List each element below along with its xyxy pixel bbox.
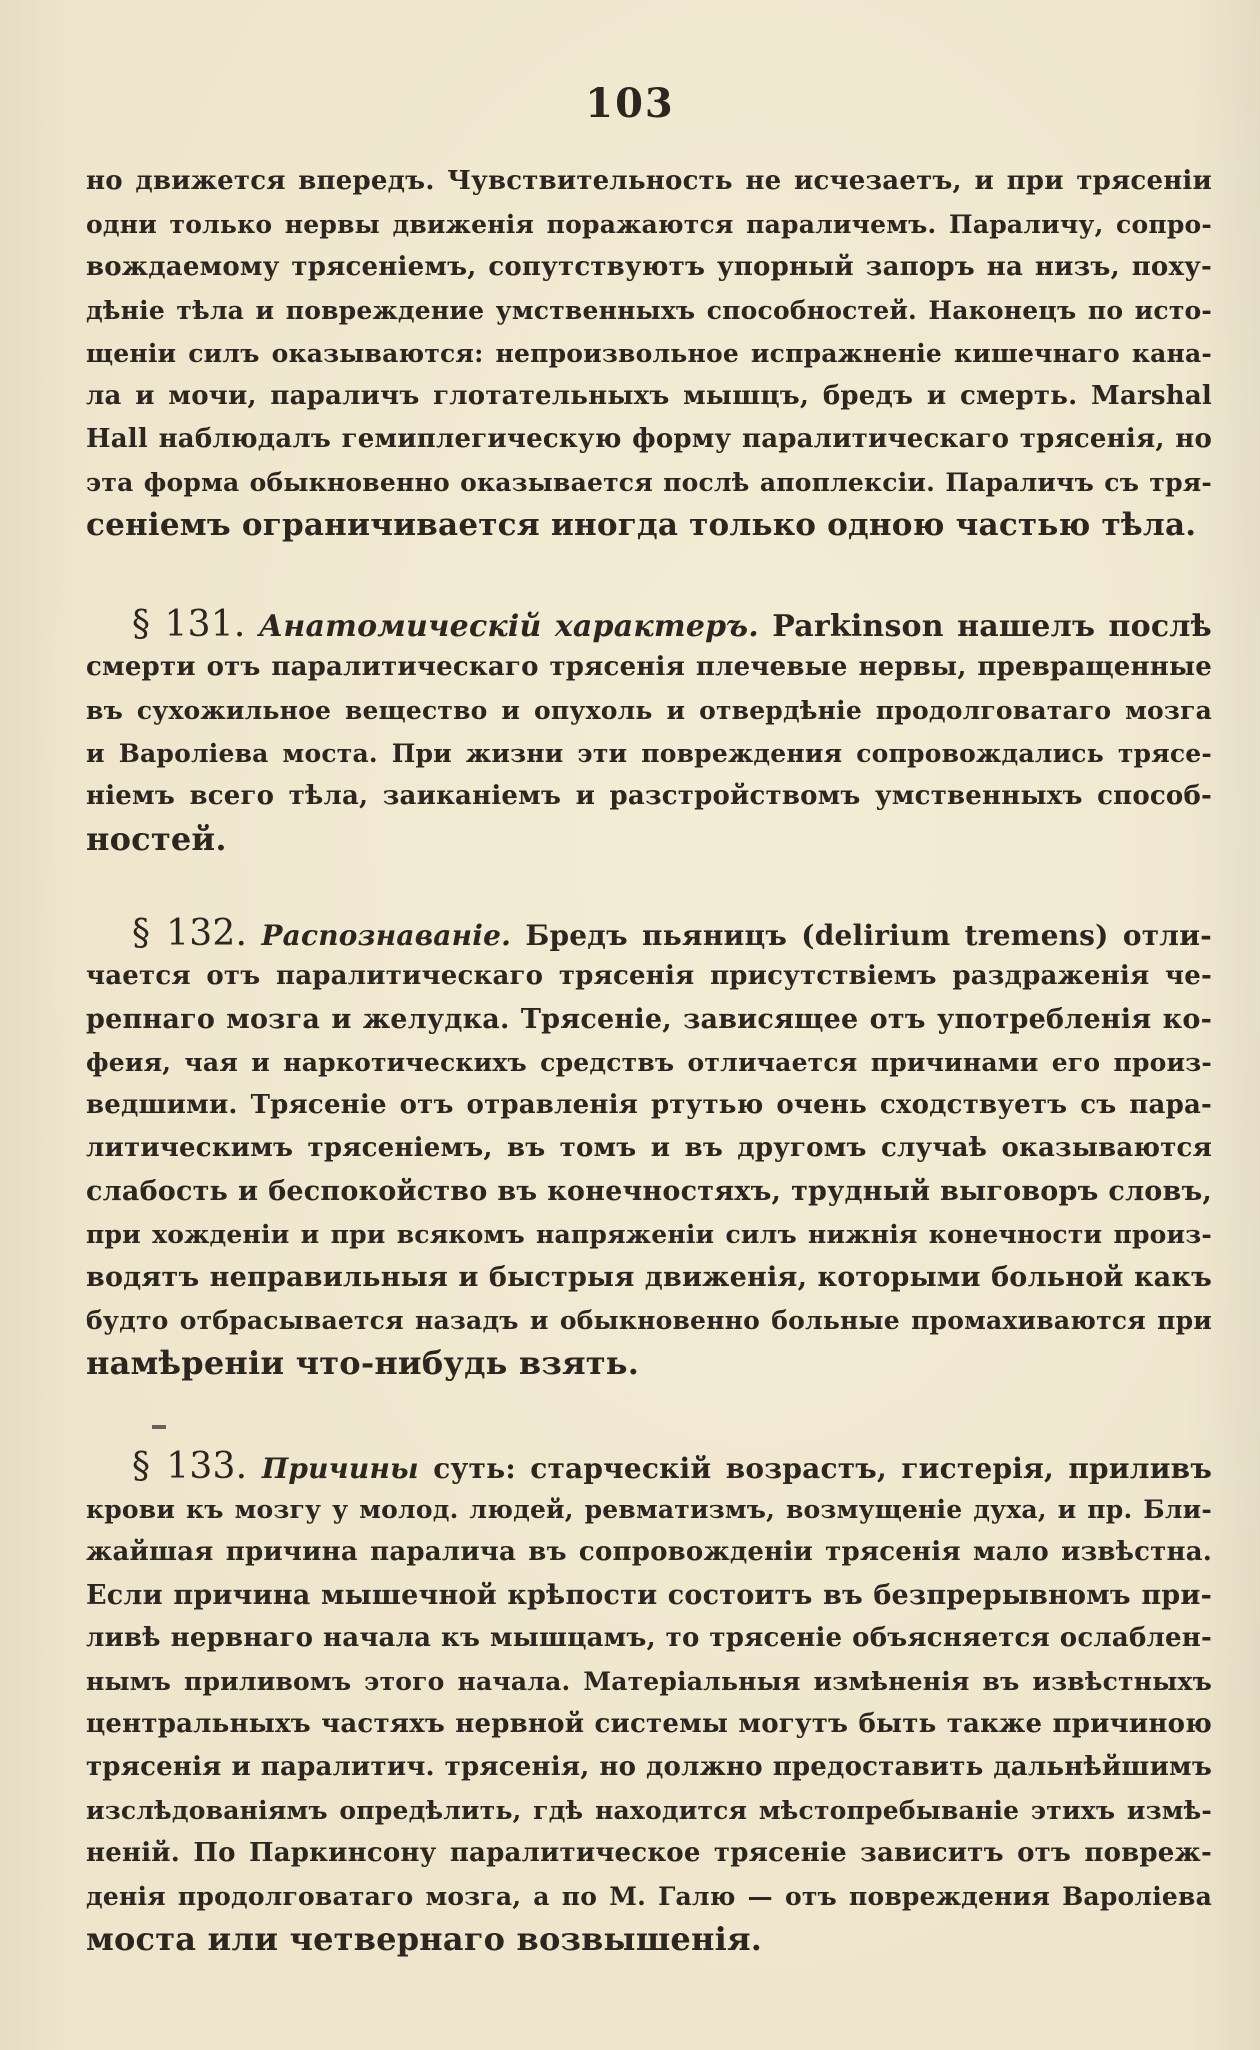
- text-line: ніемъ всего тѣла, заиканіемъ и разстройствомъ умственныхъ способ-: [86, 781, 1212, 811]
- section-first-line: [86, 1445, 1212, 1488]
- text-line: трясенія и паралитич. трясенія, но должно предоставить дальнѣйшимъ: [86, 1752, 1212, 1782]
- section-number: § 133.: [132, 1446, 248, 1487]
- text-line: щеніи силъ оказываются: непроизвольное испражненіе кишечнаго кана-: [86, 339, 1212, 368]
- text-line: неній. По Паркинсону паралитическое трясеніе зависитъ отъ повреж-: [86, 1838, 1212, 1868]
- section-heading: Анатомическій характеръ.: [258, 609, 759, 644]
- text-line: сеніемъ ограничивается иногда только одною частью тѣла.: [86, 507, 1197, 543]
- section-heading: Причины: [261, 1452, 419, 1485]
- text-line: ливѣ нервнаго начала къ мышцамъ, то трясеніе объясняется ослаблен-: [86, 1623, 1212, 1653]
- text-line: въ сухожильное вещество и опухоль и отвердѣніе продолговатаго мозга: [86, 696, 1212, 725]
- text-line: но движется впередъ. Чувствительность не исчезаетъ, и при трясеніи: [86, 166, 1212, 196]
- text-line: будто отбрасывается назадъ и обыкновенно больные промахиваются при: [86, 1306, 1212, 1335]
- text-line: водятъ неправильныя и быстрыя движенія, которыми больной какъ: [86, 1262, 1212, 1293]
- text-line: литическимъ трясеніемъ, въ томъ и въ другомъ случаѣ оказываются: [86, 1133, 1212, 1163]
- text-line: Hall наблюдалъ гемиплегическую форму паралитическаго трясенія, но: [86, 424, 1212, 454]
- text-line: намѣреніи что-нибудь взять.: [86, 1344, 640, 1382]
- text-span: Бредъ пьяницъ (delirium tremens) отли-: [525, 919, 1212, 952]
- section-first-line: [86, 603, 1212, 646]
- text-line: при хожденіи и при всякомъ напряженіи силъ нижнія конечности произ-: [86, 1220, 1212, 1249]
- text-line: дѣніе тѣла и повреждение умственныхъ способностей. Наконецъ по исто-: [86, 296, 1212, 325]
- text-line: эта форма обыкновенно оказывается послѣ апоплексіи. Параличъ съ тря-: [86, 468, 1212, 497]
- section-133: [86, 1445, 1212, 1961]
- text-line: моста или четвернаго возвышенія.: [86, 1920, 763, 1958]
- text-line: и Вароліева моста. При жизни эти повреждения сопровождались трясе-: [86, 739, 1212, 768]
- section-number: § 131.: [132, 604, 246, 645]
- text-line: нымъ приливомъ этого начала. Матеріальныя измѣненія въ извѣстныхъ: [86, 1667, 1212, 1696]
- text-line: жайшая причина паралича въ сопровожденіи трясенія мало извѣстна.: [86, 1537, 1212, 1567]
- text-line: чается отъ паралитическаго трясенія присутствіемъ раздраженія че-: [86, 961, 1212, 991]
- section-heading: Распознаваніе.: [261, 919, 512, 952]
- text-line: ностей.: [86, 820, 227, 858]
- page-number: 103: [585, 80, 675, 127]
- text-line: ла и мочи, параличъ глотательныхъ мышцъ, бредъ и смерть. Marshal: [86, 381, 1212, 411]
- section-number: § 132.: [132, 913, 248, 954]
- text-line: денія продолговатаго мозга, а по М. Галю — отъ повреждения Вароліева: [86, 1882, 1212, 1911]
- section-132: [86, 912, 1212, 1385]
- ink-mark: [152, 1425, 166, 1429]
- text-line: феия, чая и наркотическихъ средствъ отличается причинами его произ-: [86, 1048, 1212, 1077]
- text-line: одни только нервы движенія поражаются параличемъ. Параличу, сопро-: [86, 210, 1212, 239]
- text-line: репнаго мозга и желудка. Трясеніе, зависящее отъ употребленія ко-: [86, 1004, 1212, 1035]
- text-line: слабость и беспокойство въ конечностяхъ, трудный выговоръ словъ,: [86, 1176, 1212, 1207]
- text-line: смерти отъ паралитическаго трясенія плечевые нервы, превращенные: [86, 652, 1212, 682]
- text-line: центральныхъ частяхъ нервной системы могутъ быть также причиною: [86, 1709, 1212, 1739]
- text-line: изслѣдованіямъ опредѣлить, гдѣ находится мѣстопребываніе этихъ измѣ-: [86, 1796, 1212, 1825]
- section-first-line: [86, 912, 1212, 955]
- section-131: [86, 603, 1212, 861]
- text-line: ведшими. Трясеніе отъ отравленія ртутью очень сходствуетъ съ пара-: [86, 1090, 1212, 1120]
- paragraph-continuation: [86, 160, 1212, 547]
- text-span: суть: старческій возрастъ, гистерія, приливъ: [433, 1452, 1212, 1485]
- text-span: Parkinson нашелъ послѣ: [772, 609, 1212, 644]
- text-line: Если причина мышечной крѣпости состоитъ въ безпрерывномъ при-: [86, 1580, 1212, 1611]
- text-line: вождаемому трясеніемъ, сопутствуютъ упорный запоръ на низъ, поху-: [86, 252, 1212, 282]
- text-line: крови къ мозгу у молод. людей, ревматизмъ, возмущеніе духа, и пр. Бли-: [86, 1495, 1212, 1524]
